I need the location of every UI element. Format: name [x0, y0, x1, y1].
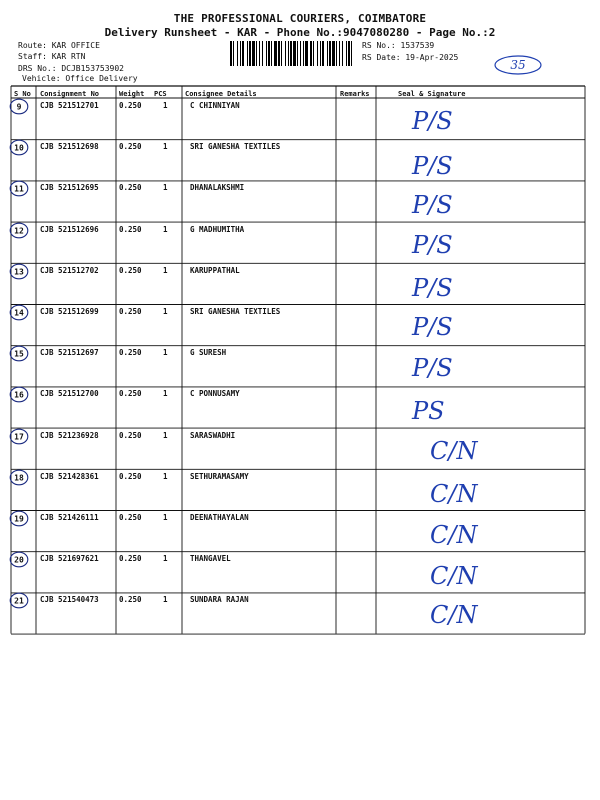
serial-number-circle: [9, 469, 29, 486]
consignee-name: SRI GANESHA TEXTILES: [190, 142, 281, 152]
barcode-bar: [305, 41, 308, 66]
pcs-value: 1: [163, 142, 168, 152]
document-subtitle: Delivery Runsheet - KAR - Phone No.:9047080280 - Page No.:2: [104, 26, 496, 39]
weight-value: 0.250: [119, 471, 142, 481]
column-header-sno: S No: [14, 90, 31, 98]
consignment-number: CJB 521512696: [40, 224, 99, 234]
barcode-bar: [285, 41, 286, 66]
barcode-bar: [256, 41, 257, 66]
barcode-bar: [332, 41, 335, 66]
handwritten-signature: [410, 105, 480, 141]
handwritten-page-count: [493, 54, 543, 76]
column-header-consignee: Consignee Details: [185, 90, 257, 98]
signature-text: P/S: [412, 273, 453, 302]
serial-number: 12: [14, 226, 24, 236]
serial-number: 15: [14, 349, 24, 359]
barcode-bar: [293, 41, 296, 66]
weight-value: 0.250: [119, 554, 142, 564]
serial-number: 14: [14, 308, 24, 318]
pcs-value: 1: [163, 513, 168, 522]
consignee-name: G SURESH: [190, 348, 227, 358]
signature-text: P/S: [412, 107, 453, 135]
handwritten-signature: [428, 519, 498, 555]
weight-value: 0.250: [119, 307, 142, 316]
handwritten-signature: [428, 478, 498, 514]
consignee-name: SETHURAMASAMY: [190, 471, 249, 481]
consignee-name: KARUPPATHAL: [190, 265, 240, 275]
vehicle-label: Vehicle: Office Delivery: [22, 74, 138, 83]
pcs-value: 1: [163, 348, 168, 358]
barcode-bar: [303, 41, 304, 66]
serial-number-circle: [9, 263, 29, 280]
signature-text: P/S: [412, 313, 453, 341]
consignment-number: CJB 521697621: [40, 554, 99, 564]
barcode-bar: [247, 41, 248, 66]
pcs-value: 1: [163, 183, 168, 193]
signature-text: P/S: [412, 354, 453, 383]
serial-number-circle: [9, 304, 29, 321]
serial-number-circle: [9, 222, 29, 239]
serial-number-circle: [9, 510, 29, 527]
weight-value: 0.250: [119, 101, 142, 110]
handwritten-signature: [410, 229, 480, 265]
column-header-pcs: PCS: [154, 90, 167, 98]
handwritten-signature: [410, 395, 480, 431]
pcs-value: 1: [163, 224, 168, 234]
pcs-value: 1: [163, 554, 168, 564]
serial-number: 19: [14, 514, 24, 524]
signature-text: C/N: [430, 562, 478, 591]
barcode-bar: [259, 41, 260, 66]
barcode-bar: [252, 41, 255, 66]
weight-value: 0.250: [119, 348, 142, 358]
serial-number: 21: [14, 596, 24, 606]
serial-number: 17: [14, 432, 24, 442]
column-header-weight: Weight: [119, 90, 145, 98]
consignment-number: CJB 521428361: [40, 471, 99, 481]
barcode-bar: [346, 41, 347, 66]
barcode-bar: [317, 41, 318, 66]
barcode-bar: [300, 41, 301, 66]
handwritten-signature: [410, 272, 480, 308]
barcode-bar: [240, 41, 241, 66]
serial-number-circle: [9, 386, 29, 403]
consignee-name: SUNDARA RAJAN: [190, 595, 249, 605]
serial-number-circle: [9, 98, 29, 115]
barcode-bar: [249, 41, 251, 66]
handwritten-signature: [410, 189, 480, 225]
barcode-bar: [310, 41, 312, 66]
barcode-bar: [278, 41, 280, 66]
barcode-bar: [336, 41, 337, 66]
handwritten-signature: [410, 311, 480, 347]
document-title: THE PROFESSIONAL COURIERS, COIMBATORE: [173, 12, 427, 25]
serial-number-circle: [9, 180, 29, 197]
signature-text: C/N: [430, 601, 478, 630]
barcode-bar: [351, 41, 352, 66]
pcs-value: 1: [163, 430, 168, 440]
rs-number: RS No.: 1537539: [362, 41, 435, 50]
pcs-value: 1: [163, 389, 168, 399]
signature-text: C/N: [430, 521, 478, 549]
pcs-value: 1: [163, 471, 168, 481]
consignment-number: CJB 521512700: [40, 389, 99, 399]
barcode-bar: [320, 41, 321, 66]
consignment-number: CJB 521236928: [40, 430, 99, 440]
consignee-name: C PONNUSAMY: [190, 389, 240, 399]
page-count-text: 35: [510, 58, 526, 72]
drs-number: DRS No.: DCJB153753902: [18, 64, 124, 73]
consignee-name: THANGAVEL: [190, 554, 231, 564]
consignment-number: CJB 521512698: [40, 142, 99, 152]
serial-number-circle: [9, 551, 29, 568]
serial-number: 11: [14, 184, 24, 194]
consignee-name: DHANALAKSHMI: [190, 183, 245, 193]
signature-text: C/N: [430, 479, 478, 508]
handwritten-signature: [410, 150, 480, 186]
consignment-number: CJB 521512695: [40, 183, 99, 193]
column-header-consignment: Consignment No: [40, 90, 100, 98]
consignee-name: C CHINNIYAN: [190, 101, 240, 110]
serial-number-circle: [9, 139, 29, 156]
barcode-bar: [268, 41, 270, 66]
barcode-bar: [327, 41, 328, 66]
pcs-value: 1: [163, 101, 168, 110]
consignment-number: CJB 521426111: [40, 513, 99, 522]
weight-value: 0.250: [119, 513, 142, 522]
handwritten-signature: [428, 560, 498, 596]
barcode-bar: [322, 41, 324, 66]
consignment-number: CJB 521540473: [40, 595, 99, 605]
pcs-value: 1: [163, 595, 168, 605]
barcode-bar: [274, 41, 277, 66]
handwritten-signature: [428, 599, 498, 635]
consignee-name: SRI GANESHA TEXTILES: [190, 307, 281, 316]
signature-text: P/S: [412, 152, 453, 181]
weight-value: 0.250: [119, 142, 142, 152]
serial-number: 9: [16, 102, 22, 112]
weight-value: 0.250: [119, 183, 142, 193]
rs-date: RS Date: 19-Apr-2025: [362, 53, 459, 62]
weight-value: 0.250: [119, 224, 142, 234]
barcode-bar: [297, 41, 298, 66]
barcode-bar: [262, 41, 263, 66]
serial-number: 20: [14, 555, 24, 565]
serial-number: 10: [14, 143, 24, 153]
barcode-bar: [266, 41, 267, 66]
barcode-bar: [329, 41, 331, 66]
barcode-bar: [342, 41, 343, 66]
staff-label: Staff: KAR RTN: [18, 52, 86, 61]
pcs-value: 1: [163, 265, 168, 275]
consignment-number: CJB 521512701: [40, 101, 99, 110]
barcode-bar: [288, 41, 289, 66]
barcode-bar: [313, 41, 314, 66]
consignment-number: CJB 521512697: [40, 348, 99, 358]
barcode-bar: [233, 41, 234, 66]
column-header-signature: Seal & Signature: [398, 90, 466, 98]
pcs-value: 1: [163, 307, 168, 316]
serial-number-circle: [9, 592, 29, 609]
barcode-bar: [237, 41, 238, 66]
consignee-name: DEENATHAYALAN: [190, 513, 249, 522]
barcode-bar: [339, 41, 340, 66]
barcode-image: [230, 41, 354, 66]
barcode-bar: [271, 41, 272, 66]
barcode-bar: [230, 41, 232, 66]
serial-number: 13: [14, 267, 24, 277]
route-label: Route: KAR OFFICE: [18, 41, 100, 50]
serial-number-circle: [9, 428, 29, 445]
weight-value: 0.250: [119, 265, 142, 275]
barcode-bar: [242, 41, 244, 66]
serial-number-circle: [9, 345, 29, 362]
signature-text: PS: [412, 397, 445, 426]
consignment-number: CJB 521512702: [40, 265, 99, 275]
consignee-name: SARASWADHI: [190, 430, 236, 440]
signature-text: P/S: [412, 191, 453, 220]
signature-text: P/S: [412, 230, 453, 259]
serial-number: 16: [14, 390, 24, 400]
weight-value: 0.250: [119, 430, 142, 440]
consignee-name: G MADHUMITHA: [190, 224, 245, 234]
weight-value: 0.250: [119, 595, 142, 605]
serial-number: 18: [14, 473, 24, 483]
barcode-bar: [290, 41, 292, 66]
consignment-number: CJB 521512699: [40, 307, 99, 316]
weight-value: 0.250: [119, 389, 142, 399]
handwritten-signature: [428, 435, 498, 471]
column-header-remarks: Remarks: [340, 90, 370, 98]
handwritten-signature: [410, 352, 480, 388]
barcode-bar: [348, 41, 350, 66]
signature-text: C/N: [430, 436, 478, 465]
barcode-bar: [281, 41, 282, 66]
